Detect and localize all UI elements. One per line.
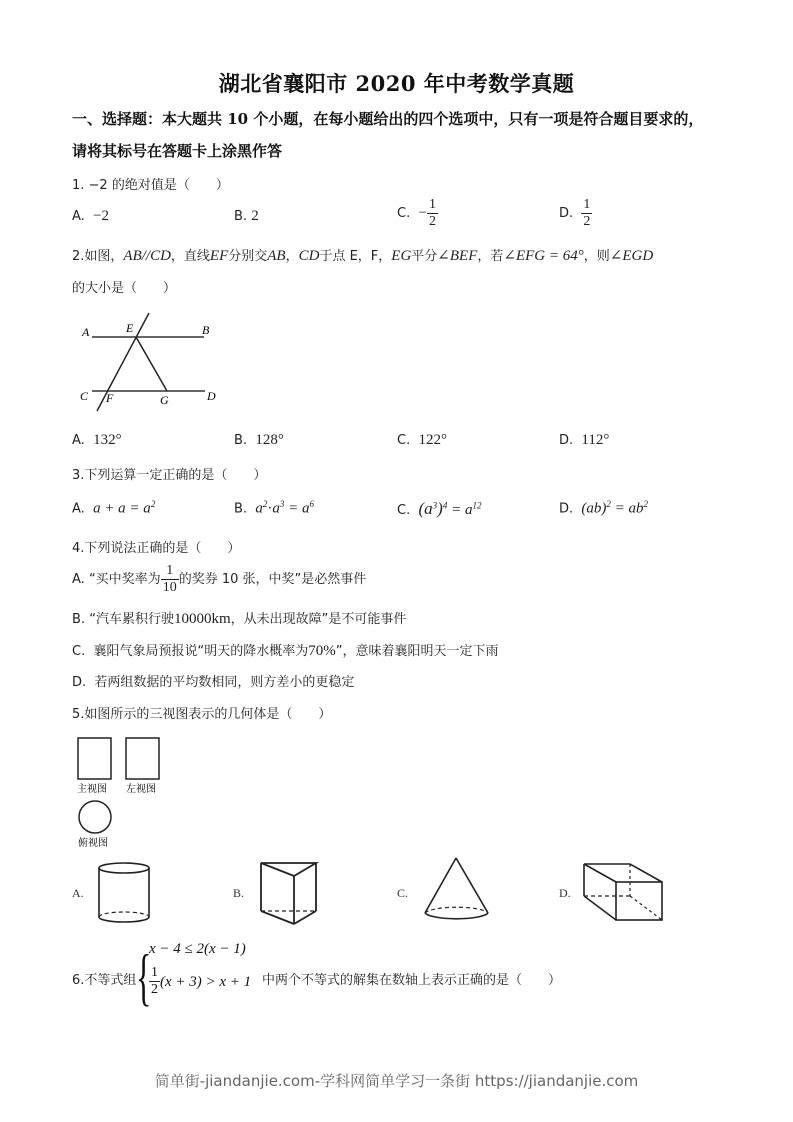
option-label: C.	[397, 206, 411, 221]
parallel-lines-figure	[72, 308, 232, 418]
q2-option-c: C. 122°	[397, 432, 447, 448]
q1-option-d	[559, 197, 592, 230]
point-a-label: A	[82, 325, 90, 339]
top-view-circle	[79, 801, 111, 833]
q3-option-a: A. $a + a = a^2$	[72, 499, 156, 517]
option-label: D.	[559, 206, 574, 221]
point-d-label: D	[207, 389, 216, 403]
question-4-stem: 4.下列说法正确的是（ ）	[72, 541, 241, 556]
fraction: $\frac{1}{10}$	[162, 563, 177, 595]
q5-option-a-label: A.	[72, 886, 84, 900]
fraction: $\frac{1}{2}$	[583, 197, 591, 229]
option-value: 2	[251, 208, 259, 224]
q2-option-b: B. 128°	[234, 432, 284, 448]
q3-option-c: C. $(a^3)^4 = a^{12}$	[397, 499, 482, 518]
left-view-rect	[126, 738, 159, 779]
section-heading-line2: 请将其标号在答题卡上涂黑作答	[72, 142, 283, 160]
three-views-figure	[72, 735, 182, 850]
question-2-stem-line2: 的大小是（ ）	[72, 281, 177, 296]
question-3-stem: 3.下列运算一定正确的是（ ）	[72, 468, 267, 483]
q4-option-d: D. 若两组数据的平均数相同，则方差小的更稳定	[72, 675, 355, 690]
minus-sign: −	[418, 205, 427, 221]
question-1-stem: 1. −2 的绝对值是（ ）	[72, 178, 229, 193]
front-view-rect	[78, 738, 111, 779]
question-2-stem: 2.如图，AB//CD，直线EF分别交AB，CD于点 E，F，EG平分∠BEF，若∠EFG = 64°，则∠EGD	[72, 248, 654, 264]
point-c-label: C	[80, 389, 89, 403]
q3-option-d: D. $(ab)^2 = ab^2$	[559, 499, 649, 517]
fraction: $\frac{1}{2}$	[428, 197, 436, 229]
q4-option-b: B. “汽车累积行驶10000km，从未出现故障”是不可能事件	[72, 611, 407, 627]
question-5-stem: 5.如图所示的三视图表示的几何体是（ ）	[72, 707, 332, 722]
option-label: B.	[234, 209, 248, 224]
q2-option-a: A. 132°	[72, 432, 122, 448]
inequality-1: x − 4 ≤ 2(x − 1)	[149, 941, 246, 957]
q5-option-d-label: D.	[559, 886, 571, 900]
q4-option-c: C. 襄阳气象局预报说“明天的降水概率为70%”，意味着襄阳明天一定下雨	[72, 643, 499, 659]
page-title: 湖北省襄阳市 2020 年中考数学真题	[218, 71, 575, 96]
cone-icon	[422, 856, 494, 928]
option-value: −2	[93, 208, 110, 224]
q1-option-c	[397, 197, 438, 230]
q2-option-d: D. 112°	[559, 432, 610, 448]
point-b-label: B	[202, 323, 210, 337]
q3-option-b: B. $a^2\cdot a^3 = a^6$	[234, 499, 314, 517]
point-e-label: E	[126, 321, 134, 335]
front-view-label: 主视图	[77, 784, 107, 795]
brace: {	[136, 941, 152, 1012]
cylinder-icon	[96, 860, 156, 926]
point-f-label: F	[106, 391, 114, 405]
option-label: A.	[72, 209, 85, 224]
rectangular-prism-icon	[582, 862, 668, 924]
top-view-label: 俯视图	[78, 838, 108, 849]
left-view-label: 左视图	[126, 784, 156, 795]
q4-option-a: A. “买中奖率为 $\frac{1}{10}$ 的奖券 10 张，中奖”是必然事件	[72, 563, 367, 595]
q5-option-b-label: B.	[233, 886, 245, 900]
inequality-2: $\frac{1}{2}$ (x + 3) > x + 1	[151, 965, 252, 997]
footer-watermark: 简单街-jiandanjie.com-学科网简单学习一条街 https://jiandanjie.com	[154, 1072, 639, 1090]
q5-option-c-label: C.	[397, 886, 409, 900]
q1-option-a	[72, 208, 109, 225]
q1-option-b	[234, 208, 259, 225]
fraction: $\frac{1}{2}$	[151, 965, 158, 997]
point-g-label: G	[160, 393, 169, 407]
triangular-prism-icon	[258, 860, 322, 928]
section-heading-line1: 一、选择题：本大题共 10 个小题，在每小题给出的四个选项中，只有一项是符合题目要求的，	[72, 110, 704, 128]
